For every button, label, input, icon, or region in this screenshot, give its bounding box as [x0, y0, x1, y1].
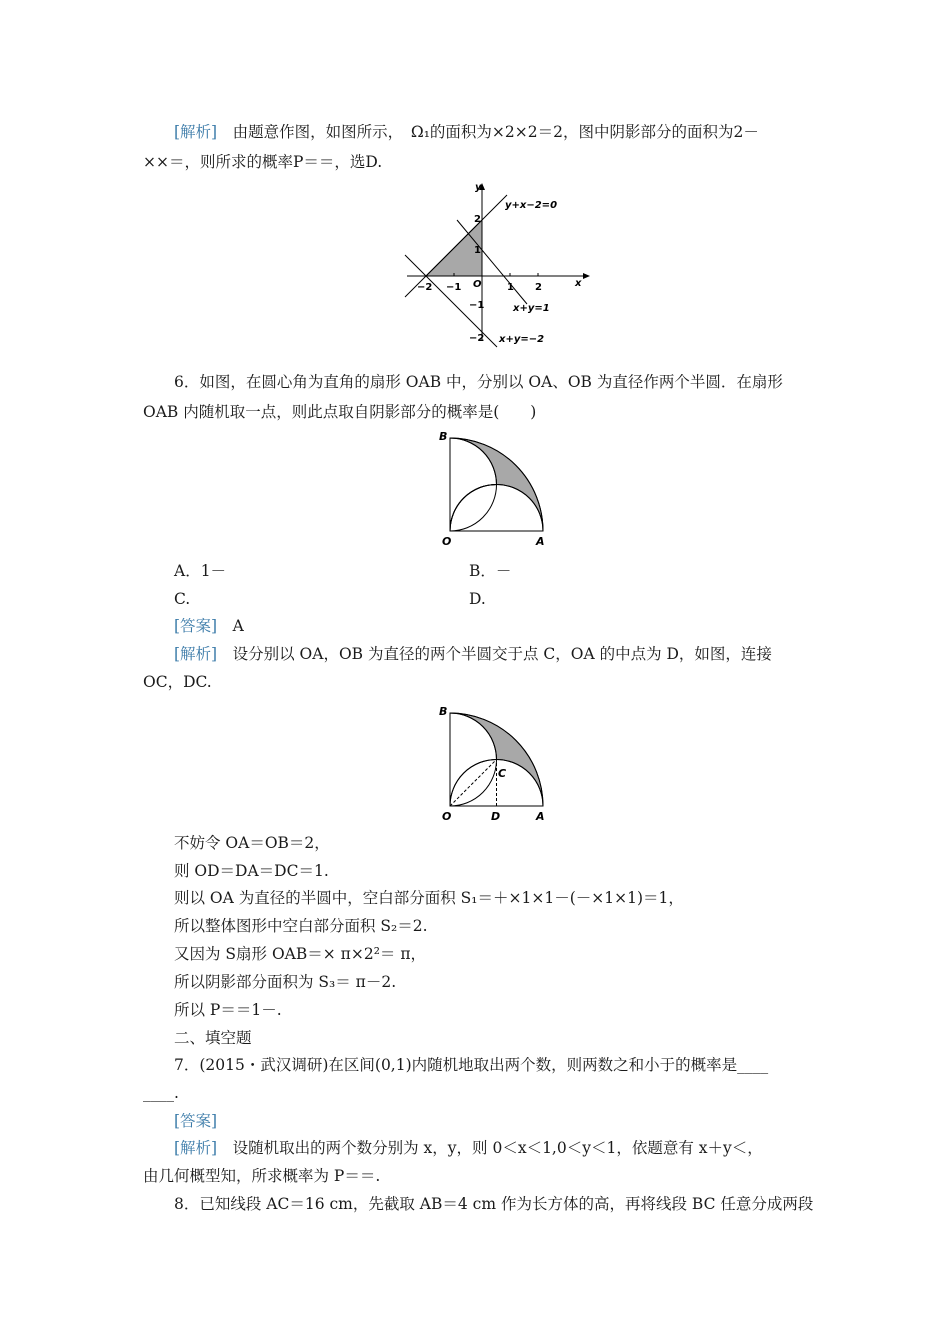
question-8-line-1: 8．已知线段 AC＝16 cm，先截取 AB＝4 cm 作为长方体的高，再将线段 BC 任意分成两段 — [174, 1195, 814, 1213]
solution-text: 设随机取出的两个数分别为 x，y，则 0＜x＜1,0＜y＜1，依题意有 x＋y＜， — [217, 1139, 763, 1157]
answer-tag: [答案] — [174, 1112, 218, 1130]
tick-y-1: 1 — [474, 245, 481, 256]
step-4: 所以整体图形中空白部分面积 S₂＝2. — [174, 917, 428, 935]
label-A: A — [536, 810, 545, 823]
step-1: 不妨令 OA＝OB＝2， — [174, 834, 330, 852]
solution-7-line-2: 由几何概型知，所求概率为 P＝＝. — [143, 1167, 381, 1185]
equation-label-2: x+y=1 — [513, 303, 550, 314]
solution-5-line-1 — [174, 122, 759, 142]
tick-x-1: 1 — [507, 282, 514, 293]
origin-label: O — [473, 279, 482, 290]
label-O: O — [442, 535, 452, 548]
label-B: B — [439, 430, 448, 443]
label-D: D — [491, 810, 501, 823]
x-axis-arrow-icon — [583, 273, 590, 279]
label-O: O — [442, 810, 452, 823]
question-6-line-1: 6．如图，在圆心角为直角的扇形 OAB 中，分别以 OA、OB 为直径作两个半圆．在扇形 — [174, 373, 783, 391]
tick-y-neg1: −1 — [469, 300, 485, 311]
answer-6 — [174, 616, 244, 636]
option-B: B．－ — [469, 562, 512, 580]
figure-3-sector-with-C — [430, 703, 560, 827]
label-A: A — [536, 535, 545, 548]
option-D: D. — [469, 590, 486, 608]
answer-tag: [答案] — [174, 617, 218, 635]
solution-tag: [解析] — [174, 645, 218, 663]
question-7-line-1: 7．(2015・武汉调研)在区间(0,1)内随机地取出两个数，则两数之和小于的概率是____ — [174, 1056, 769, 1074]
y-axis-label: y — [475, 182, 482, 193]
tick-x-2: 2 — [535, 282, 542, 293]
tick-y-2: 2 — [474, 214, 481, 225]
solution-7-line-1 — [174, 1138, 763, 1158]
tick-y-neg2: −2 — [469, 333, 485, 344]
answer-7 — [174, 1111, 217, 1131]
label-C: C — [498, 767, 507, 780]
option-C: C. — [174, 590, 191, 608]
figure-1-coordinate-plot — [395, 180, 595, 350]
section-heading: 二、填空题 — [174, 1029, 252, 1047]
tick-x-neg1: −1 — [446, 282, 462, 293]
solution-text: 由题意作图，如图所示， Ω₁的面积为×2×2＝2，图中阴影部分的面积为2－ — [217, 123, 759, 141]
solution-5-line-2: ××＝，则所求的概率P＝＝，选D. — [143, 153, 383, 171]
segment-OC — [450, 760, 497, 807]
tick-x-neg2: −2 — [417, 282, 433, 293]
question-6-line-2: OAB 内随机取一点，则此点取自阴影部分的概率是( ) — [143, 403, 537, 421]
step-2: 则 OD＝DA＝DC＝1. — [174, 862, 329, 880]
label-B: B — [439, 705, 448, 718]
step-6: 所以阴影部分面积为 S₃＝ π－2. — [174, 973, 397, 991]
solution-tag: [解析] — [174, 123, 218, 141]
step-7: 所以 P＝＝1－. — [174, 1001, 282, 1019]
solution-tag: [解析] — [174, 1139, 218, 1157]
equation-label-3: x+y=−2 — [499, 334, 545, 345]
equation-label-1: y+x−2=0 — [505, 200, 558, 211]
solution-6-line-2: OC，DC. — [143, 673, 212, 691]
step-3: 则以 OA 为直径的半圆中，空白部分面积 S₁＝＋×1×1－(－×1×1)＝1， — [174, 889, 684, 907]
question-7-line-2: ____. — [143, 1084, 179, 1102]
shaded-region-lens — [450, 485, 497, 532]
figure-2-sector — [430, 428, 560, 552]
solution-text: 设分别以 OA，OB 为直径的两个半圆交于点 C，OA 的中点为 D，如图，连接 — [217, 645, 772, 663]
solution-6-line-1 — [174, 644, 772, 664]
x-axis-label: x — [575, 278, 582, 289]
answer-value: A — [217, 617, 244, 635]
option-A: A．1－ — [174, 562, 227, 580]
step-5: 又因为 S扇形 OAB＝× π×2²＝ π， — [174, 945, 427, 963]
